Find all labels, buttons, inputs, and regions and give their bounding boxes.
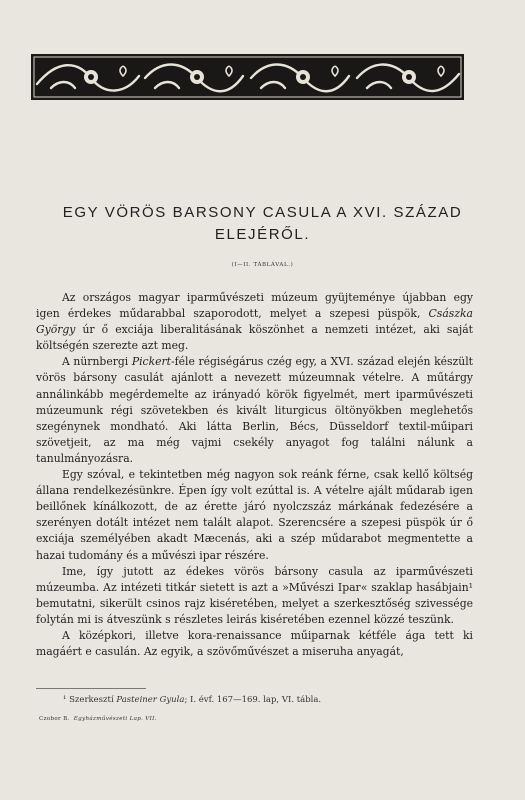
- paragraph-text: Ime, így jutott az édekes vörös bársony casula az iparművészeti múzeumba. Az intézeti titkár sietett is azt a »Művészi Ipar« szaklap hasábjain¹ bemutatni, sikerült csinos rajz kiséretében, melyet a szerkesztőség szivessége folytán mi is átveszünk s részletes leirás kiséretében ezennel közzé teszünk.: [36, 564, 473, 626]
- paragraph: [36, 290, 473, 354]
- paragraph-text: Az országos magyar iparművészeti múzeum gyüjteménye újabban egy igen érdekes műdarabbal szaporodott, melyet a szepesi püspök,: [36, 291, 473, 321]
- paragraph-text: úr ő exciája liberalitásának köszönhet a nemzeti intézet, aki saját költségén szerezte azt meg.: [36, 323, 473, 353]
- paragraph-text: A középkori, illetve kora-renaissance műiparnak kétféle ága tett ki magáért e casulán. Az egyik, a szövőművészet a miseruha anyagát,: [36, 628, 473, 659]
- paragraph-italic-name: Pickert: [131, 355, 172, 369]
- paragraph: [36, 354, 473, 467]
- footnote-italic-name: Pasteiner Gyula: [116, 695, 185, 705]
- article-title-line2: ELEJÉRŐL.: [214, 226, 311, 243]
- paragraph: [36, 564, 473, 628]
- paragraph-text: -féle régiségárus czég egy, a XVI. század elején készült vörös bársony casulát ajánlott a nevezett múzeumnak vételre. A műtárgy annálinkább megérdemelte az irányadó körök figyelmét, mert iparművészeti múzeumunk régi szövetekben és kivált liturgicus öltönyökben meglehetős szegénynek mondható. Aki látta Berlin, Bécs, Düsseldorf textil-műipari szövetjeit, az ma még vajmi csekély anyagot fog találni nálunk a tanulmányozásra.: [36, 355, 473, 465]
- paragraph-text: A nürnbergi: [62, 355, 132, 369]
- paragraph: [36, 628, 473, 660]
- ornamental-header-band: [31, 54, 464, 100]
- article-body: [36, 290, 473, 660]
- signature-author: Czobor B.: [39, 716, 70, 722]
- footnote-text: ¹ Szerkesztí: [63, 695, 117, 705]
- plate-reference: (I—II. TÁBLÁVAL.): [231, 262, 294, 268]
- footnote: [63, 695, 463, 705]
- signature-journal: Egyházművészeti Lap. VII.: [73, 716, 157, 722]
- footnote-divider: [36, 688, 146, 689]
- footnote-text: ; I. évf. 167—169. lap, VI. tábla.: [184, 695, 322, 705]
- paragraph-italic-name: Császka György: [36, 307, 473, 337]
- paragraph-text: Egy szóval, e tekintetben még nagyon sok reánk férne, csak kellő költség állana rendelkezésünkre. Épen így volt ezúttal is. A vételre ajált műdarab igen beillőnek kínálkozott, de az érette járó nyolczszáz márkának fedezésére a szerényen dotált intézet nem talált alapot. Szerencsére a szepesi püspök úr ő exciája személyében akadt Mæcenás, aki a szép műdarabot megmentette a hazai tudomány és a művészi ipar részére.: [36, 468, 473, 562]
- article-title: [0, 202, 525, 246]
- floral-ornament-icon: [31, 54, 464, 100]
- article-title-line1: EGY VÖRÖS BARSONY CASULA A XVI. SZÁZAD: [62, 204, 463, 221]
- paragraph: [36, 467, 473, 564]
- signature-line: [39, 716, 157, 722]
